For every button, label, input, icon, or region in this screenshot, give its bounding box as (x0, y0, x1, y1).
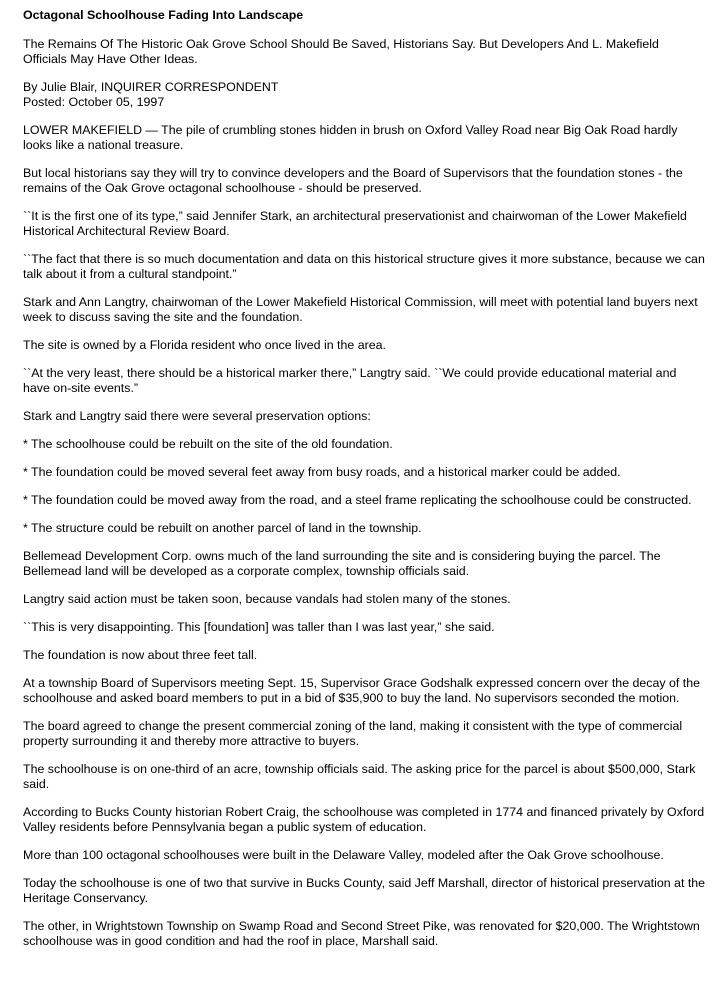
article-subtitle: The Remains Of The Historic Oak Grove School Should Be Saved, Historians Say. But Developers And L. Makefield Officials May Have Other Ideas. (23, 37, 659, 66)
paragraph: Bellemead Development Corp. owns much of the land surrounding the site and is considering buying the parcel. The Bellemead land will be developed as a corporate complex, township officials said. (23, 549, 661, 578)
paragraph: Stark and Ann Langtry, chairwoman of the Lower Makefield Historical Commission, will meet with potential land buyers next week to discuss saving the site and the foundation. (23, 295, 698, 324)
byline: By Julie Blair, INQUIRER CORRESPONDENT (23, 80, 279, 94)
paragraph: ``The fact that there is so much documentation and data on this historical structure gives it more substance, because we can talk about it from a cultural standpoint.” (23, 252, 705, 281)
paragraph: LOWER MAKEFIELD — The pile of crumbling stones hidden in brush on Oxford Valley Road near Big Oak Road hardly looks like a national treasure. (23, 123, 678, 152)
paragraph: More than 100 octagonal schoolhouses were built in the Delaware Valley, modeled after the Oak Grove schoolhouse. (23, 848, 664, 862)
posted-date: Posted: October 05, 1997 (23, 95, 165, 109)
paragraph: The other, in Wrightstown Township on Swamp Road and Second Street Pike, was renovated for $20,000. The Wrightstown schoolhouse was in good condition and had the roof in place, Marshall said. (23, 919, 700, 948)
paragraph: The schoolhouse is on one-third of an acre, township officials said. The asking price for the parcel is about $500,000, Stark said. (23, 762, 696, 791)
list-item: * The foundation could be moved several feet away from busy roads, and a historical marker could be added. (23, 465, 621, 479)
paragraph: Langtry said action must be taken soon, because vandals had stolen many of the stones. (23, 592, 511, 606)
paragraph: The site is owned by a Florida resident who once lived in the area. (23, 338, 386, 352)
paragraph: But local historians say they will try to convince developers and the Board of Supervisors that the foundation stones - the remains of the Oak Grove octagonal schoolhouse - should be preserved. (23, 166, 683, 195)
paragraph: Stark and Langtry said there were several preservation options: (23, 409, 371, 423)
paragraph: ``It is the first one of its type,” said Jennifer Stark, an architectural preservationist and chairwoman of the Lower Makefield Historical Architectural Review Board. (23, 209, 687, 238)
byline-block (23, 80, 706, 110)
paragraph: At a township Board of Supervisors meeting Sept. 15, Supervisor Grace Godshalk expressed concern over the decay of the schoolhouse and asked board members to put in a bid of $35,900 to buy the land. No supervisors seconded the motion. (23, 676, 701, 705)
paragraph: The foundation is now about three feet tall. (23, 648, 258, 662)
article-title: Octagonal Schoolhouse Fading Into Landscape (23, 8, 304, 22)
paragraph: Today the schoolhouse is one of two that survive in Bucks County, said Jeff Marshall, director of historical preservation at the Heritage Conservancy. (23, 876, 706, 905)
list-item: * The schoolhouse could be rebuilt on the site of the old foundation. (23, 437, 393, 451)
paragraph: ``This is very disappointing. This [foundation] was taller than I was last year,” she said. (23, 620, 495, 634)
paragraph: The board agreed to change the present commercial zoning of the land, making it consistent with the type of commercial property surrounding it and thereby more attractive to buyers. (23, 719, 683, 748)
list-item: * The foundation could be moved away from the road, and a steel frame replicating the schoolhouse could be constructed. (23, 493, 692, 507)
paragraph: ``At the very least, there should be a historical marker there,” Langtry said. ``We could provide educational material and have on-site events.” (23, 366, 677, 395)
list-item: * The structure could be rebuilt on another parcel of land in the township. (23, 521, 422, 535)
paragraph: According to Bucks County historian Robert Craig, the schoolhouse was completed in 1774 and financed privately by Oxford Valley residents before Pennsylvania began a public system of education. (23, 805, 705, 834)
